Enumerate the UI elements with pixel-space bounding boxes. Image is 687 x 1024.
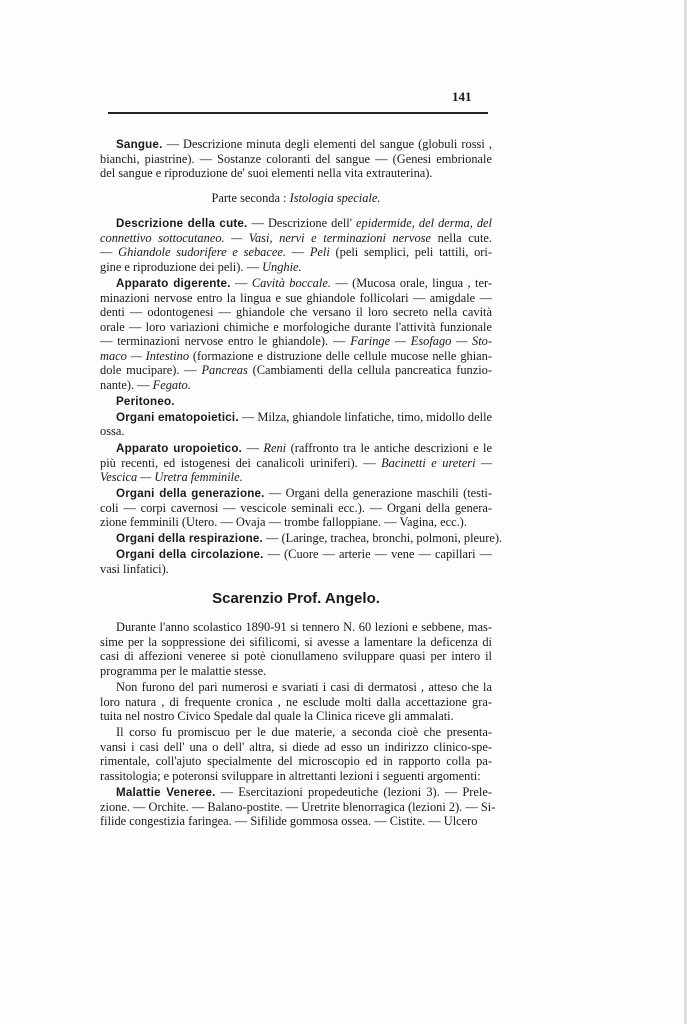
paragraph [100,394,492,409]
text-run: — (Laringe, trachea, bronchi, polmoni, pleure). [262,531,503,545]
text-line [100,725,492,740]
text-line [100,245,492,260]
text-run: — Milza, ghiandole linfatiche, timo, midollo delle [238,409,493,424]
section-title: Scarenzio Prof. Angelo. [212,590,380,607]
text-run: tuita nel nostro Civico Spedale dal quale la Clinica riceve gli ammalati. [100,709,454,723]
text-run: gine e riproduzione dei peli). — [100,259,263,274]
text-line [100,424,492,439]
text-line [100,709,492,724]
heading-run: Apparato digerente. [116,277,231,290]
text-line [100,531,503,546]
text-run: ossa. [100,424,125,438]
italic-run: Vescica — Uretra femminile. [100,470,243,484]
text-line [100,349,492,364]
text-run: (raffronto tra le antiche descrizioni e le [286,441,492,455]
italic-run: Reni [263,441,287,455]
text-run: nante). — [100,377,153,392]
text-line [100,501,492,516]
italic-run: Pancreas [201,363,248,377]
text-line [100,260,492,275]
text-line [100,320,492,335]
text-line [100,456,492,471]
paragraph [100,276,492,392]
text-line [100,486,492,501]
text-run: vasi linfatici). [100,561,169,576]
text-run: dole mucipare). — [100,363,202,377]
header-rule [108,112,488,114]
text-run: minazioni nervose entro la lingua e sue ghiandole follicolari — amigdale — [100,290,492,305]
paragraph [100,620,492,678]
text-line [100,695,492,710]
text-line [100,635,492,650]
text-line [100,216,492,231]
text-run: Durante l'anno scolastico 1890-91 si tennero N. 60 lezioni e sebbene, mas- [116,620,492,634]
text-line [100,664,492,679]
text-line [100,620,492,635]
italic-run: maco — Intestino [100,348,190,363]
text-run: Il corso fu promiscuo per le due materie, a seconda cioè che presenta- [116,725,492,739]
paragraph [100,137,492,181]
text-run: (formazione e distruzione delle cellule mucose nelle ghian- [189,348,492,363]
text-run: (peli semplici, peli tattili, ori- [329,245,492,259]
text-line [100,680,492,695]
text-line [100,152,492,167]
text-run: — [242,441,264,455]
text-run: rimentale, coll'ajuto specialmente del microscopio ed in rapporto colla pa- [100,754,492,768]
heading-run: Organi ematopoietici. [116,410,239,424]
italic-run: Unghie. [262,259,302,274]
text-line [100,754,492,769]
text-run: zione femminili (Utero. — Ovaja — trombe falloppiane. — Vagina, ecc.). [100,515,467,529]
text-run: denti — odontogenesi — ghiandole che versano il loro secreto nella cavità [100,305,492,319]
heading-run: Malattie Veneree. [116,786,216,799]
text-run: — Organi della generazione maschili (testi- [264,486,492,500]
italic-run: connettivo sottocutaneo. — Vasi, nervi e terminazioni nervose [100,230,432,245]
text-line [100,291,492,306]
text-line [100,334,492,349]
text-run: rassitologia; e poteronsi sviluppare in altrettanti lezioni i seguenti argomenti: [100,768,481,783]
text-run: vansi i casi dell' una o dell' altra, si diede ad esso un indirizzo clinico-spe- [100,739,492,754]
italic-run: Istologia speciale. [289,191,381,205]
text-run: più recenti, ed istogenesi dei canalicoli uriniferi). — [100,455,382,470]
text-line [100,231,492,246]
text-line [100,814,492,829]
paragraph [100,216,492,274]
heading-run: Sangue. [116,138,163,151]
text-run: — (Cuore — arterie — vene — capillari — [263,547,492,561]
text-line [100,785,492,800]
text-line [100,363,492,378]
text-run: — terminazioni nervose entro le ghiandole). — [100,334,351,348]
paragraph [100,531,503,546]
text-line [100,137,492,152]
text-line [100,305,492,320]
text-run: sime per la soppressione dei sifilicomi, si avesse a lamentare la deficenza di [100,634,492,649]
text-run: loro natura , di frequente cronica , ne esclude molti dalla accettazione gra- [100,694,492,709]
paragraph [100,680,492,724]
text-run: Parte seconda : [211,191,290,205]
page-number: 141 [452,89,472,104]
text-run: (Cambiamenti della cellula pancreatica funzio- [247,363,492,377]
text-run: Non furono del pari numerosi e svariati i casi di dermatosi , atteso che la [116,680,492,694]
paragraph [100,547,492,576]
text-line [100,410,492,425]
text-run: — [100,245,119,259]
heading-run: Apparato uropoietico. [116,442,243,455]
italic-run: Bacinetti e ureteri — [381,455,492,470]
italic-run: Faringe — Esofago — Sto- [350,334,493,348]
text-run: del sangue e riproduzione de' suoi elementi nella vita extrauterina). [100,166,433,180]
paragraph [100,191,492,206]
paragraph [100,725,492,783]
text-run: programma per le malattie stesse. [100,663,267,678]
heading-run: Organi della respirazione. [116,532,263,545]
text-run: orale — loro variazioni chimiche e morfologiche durante l'attività funzionale [100,319,492,334]
text-run: filide congestizia faringea. — Sifilide gommosa ossea. — Cistite. — Ulcero [100,814,478,828]
text-line [100,276,492,291]
text-line [100,547,492,562]
text-run: coli — corpi cavernosi — vescicole seminali ecc.). — Organi della genera- [100,500,492,515]
paragraph [100,486,492,530]
text-run: — [285,245,310,259]
italic-run: Peli [309,245,330,259]
italic-run: Fegato. [152,377,191,392]
text-line [100,769,492,784]
text-run: bianchi, piastrine). — Sostanze coloranti del sangue — (Genesi embrionale [100,151,492,166]
text-line [100,166,492,181]
text-run: zione. — Orchite. — Balano-postite. — Uretrite blenorragica (lezioni 2). — Si- [100,799,496,814]
text-run: — [230,276,252,290]
paragraph [100,785,496,829]
text-line [100,799,496,815]
heading-run: Peritoneo. [116,394,175,408]
text-line [100,470,492,485]
text-line [100,740,492,755]
text-run: — Descrizione minuta degli elementi del sangue (globuli rossi , [162,137,492,151]
text-line [100,191,492,206]
text-line [100,394,492,409]
text-line [100,378,492,393]
text-line [100,441,492,456]
italic-run: Ghiandole sudorifere e sebacee. [118,245,286,259]
text-run: casi di affezioni veneree si potè cionullameno sviluppare quasi per intero il [100,649,492,663]
paragraph [100,441,492,485]
text-line [100,649,492,664]
heading-run: Descrizione della cute. [116,217,248,230]
paragraph [100,410,492,439]
heading-run: Organi della circolazione. [116,548,264,561]
text-line [100,562,492,577]
text-run: — Esercitazioni propedeutiche (lezioni 3). — Prele- [215,785,492,799]
text-run: — (Mucosa orale, lingua , ter- [330,276,492,290]
italic-run: epidermide, del derma, del [356,216,492,230]
text-line [100,515,492,530]
text-run: — Descrizione dell' [247,216,357,230]
heading-run: Organi della generazione. [116,487,265,500]
text-run: nella cute. [431,230,492,245]
italic-run: Cavità boccale. [251,276,331,290]
